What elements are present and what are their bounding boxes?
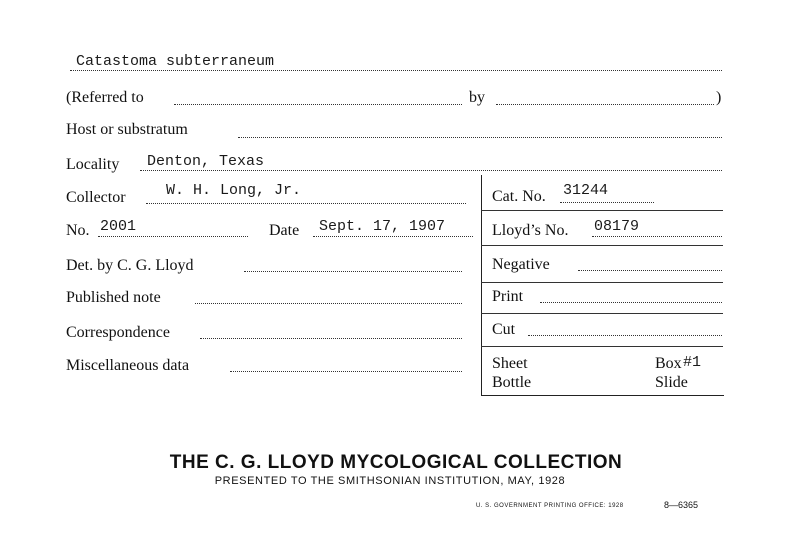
cat-value: 31244 (563, 182, 609, 199)
bottle-label: Bottle (492, 374, 532, 391)
no-line (98, 236, 248, 237)
box-label: Box (655, 355, 682, 372)
printing-office: U. S. GOVERNMENT PRINTING OFFICE: 1928 (476, 503, 624, 509)
negative-label: Negative (492, 256, 550, 273)
lloyd-line (592, 236, 722, 237)
cat-line (560, 202, 654, 203)
sheet-label: Sheet (492, 355, 528, 372)
locality-line (140, 170, 722, 171)
by-label: by (469, 89, 485, 106)
cat-divider (481, 210, 723, 211)
cut-divider (481, 346, 723, 347)
det-line (244, 271, 462, 272)
date-value: Sept. 17, 1907 (319, 218, 446, 235)
det-label: Det. by C. G. Lloyd (66, 257, 194, 274)
cut-line (528, 335, 722, 336)
date-line (313, 236, 473, 237)
referred-close: ) (716, 89, 722, 106)
misc-line (230, 371, 462, 372)
referred-label: (Referred to (66, 89, 144, 106)
correspondence-line (200, 338, 462, 339)
referred-line (174, 104, 462, 105)
cut-label: Cut (492, 321, 516, 338)
print-divider (481, 313, 723, 314)
form-number: 8—6365 (664, 500, 699, 510)
lloyd-label: Lloyd’s No. (492, 222, 569, 239)
footer-subtitle: PRESENTED TO THE SMITHSONIAN INSTITUTION, MAY, 1928 (214, 475, 566, 487)
collector-value: W. H. Long, Jr. (166, 182, 302, 199)
specimen-name-line (70, 70, 722, 71)
date-label: Date (269, 222, 300, 239)
host-line (238, 137, 722, 138)
print-line (540, 302, 722, 303)
negative-divider (481, 282, 723, 283)
print-label: Print (492, 288, 524, 305)
no-label: No. (66, 222, 90, 239)
cat-label: Cat. No. (492, 188, 546, 205)
lloyd-value: 08179 (594, 218, 640, 235)
misc-label: Miscellaneous data (66, 357, 190, 374)
collector-line (146, 203, 466, 204)
footer-title: THE C. G. LLOYD MYCOLOGICAL COLLECTION (169, 452, 623, 473)
published-label: Published note (66, 289, 161, 306)
by-line (496, 104, 714, 105)
lloyd-divider (481, 245, 723, 246)
locality-label: Locality (66, 156, 120, 173)
slide-label: Slide (655, 374, 688, 391)
box-value: #1 (683, 354, 702, 371)
specimen-name: Catastoma subterraneum (76, 53, 275, 70)
published-line (195, 303, 462, 304)
no-value: 2001 (100, 218, 137, 235)
locality-value: Denton, Texas (147, 153, 265, 170)
collector-label: Collector (66, 189, 126, 206)
host-label: Host or substratum (66, 121, 188, 138)
negative-line (578, 270, 722, 271)
correspondence-label: Correspondence (66, 324, 170, 341)
